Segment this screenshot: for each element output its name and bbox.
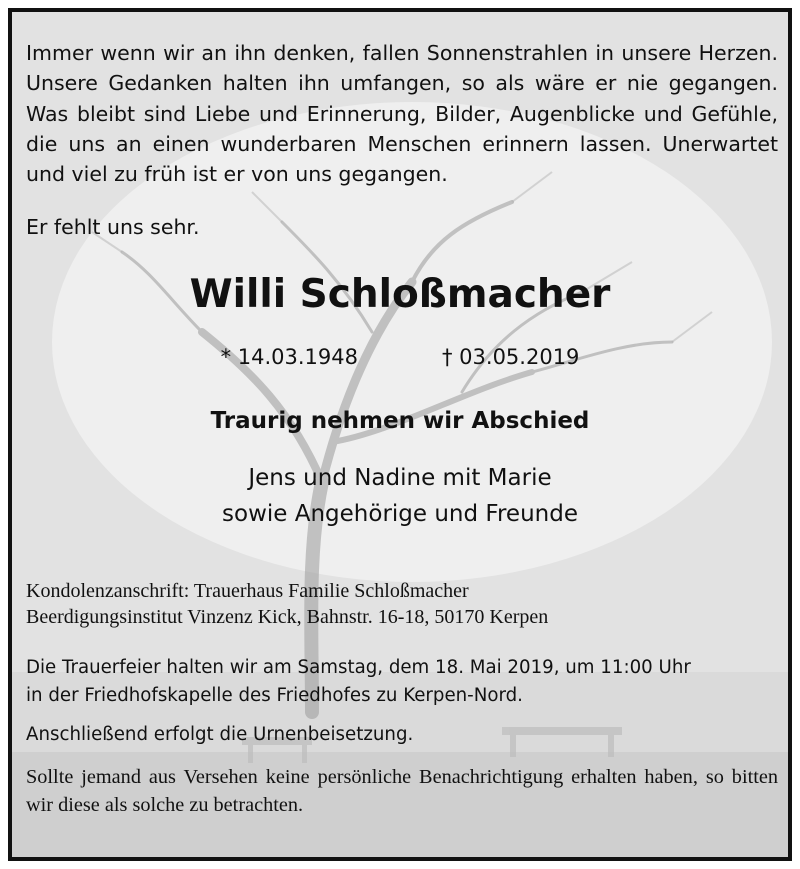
mourners-line: Jens und Nadine mit Marie: [248, 465, 552, 491]
intro-paragraph: Immer wenn wir an ihn denken, fallen Sonnenstrahlen in unsere Herzen. Unsere Gedanken halten ihn umfangen, so als wäre er nie gegangen. Was bleibt sind Liebe und Erinnerung, Bilder, Augenblicke und Gefühle, die uns an einen wunderbaren Menschen erinnern lassen. Unerwartet und viel zu früh ist er von uns gegangen.: [26, 41, 778, 187]
farewell-heading: Traurig nehmen wir Abschied: [210, 408, 590, 434]
mourners-block: [12, 460, 788, 532]
ceremony-line: in der Friedhofskapelle des Friedhofes zu Kerpen-Nord.: [26, 684, 523, 706]
obituary-notice: [8, 8, 792, 861]
mourners-line: sowie Angehörige und Freunde: [222, 501, 578, 527]
ceremony-line: Die Trauerfeier halten wir am Samstag, dem 18. Mai 2019, um 11:00 Uhr: [26, 657, 691, 678]
ceremony-info: [26, 654, 778, 709]
condolence-line: Beerdigungsinstitut Vinzenz Kick, Bahnstr. 16-18, 50170 Kerpen: [26, 606, 549, 628]
notice-content: [12, 12, 788, 857]
missed-line: Er fehlt uns sehr.: [26, 215, 200, 239]
urn-burial-line: Anschließend erfolgt die Urnenbeisetzung.: [26, 724, 414, 745]
condolence-address: [26, 578, 778, 630]
condolence-line: Kondolenzanschrift: Trauerhaus Familie Schloßmacher: [26, 580, 469, 602]
birth-date: * 14.03.1948: [220, 345, 358, 369]
life-dates: [12, 345, 788, 369]
deceased-name: Willi Schloßmacher: [189, 272, 611, 317]
death-date: † 03.05.2019: [442, 345, 580, 369]
notification-note: Sollte jemand aus Versehen keine persönliche Benachrichtigung erhalten haben, so bitten wir diese als solche zu betrachten.: [26, 766, 778, 816]
